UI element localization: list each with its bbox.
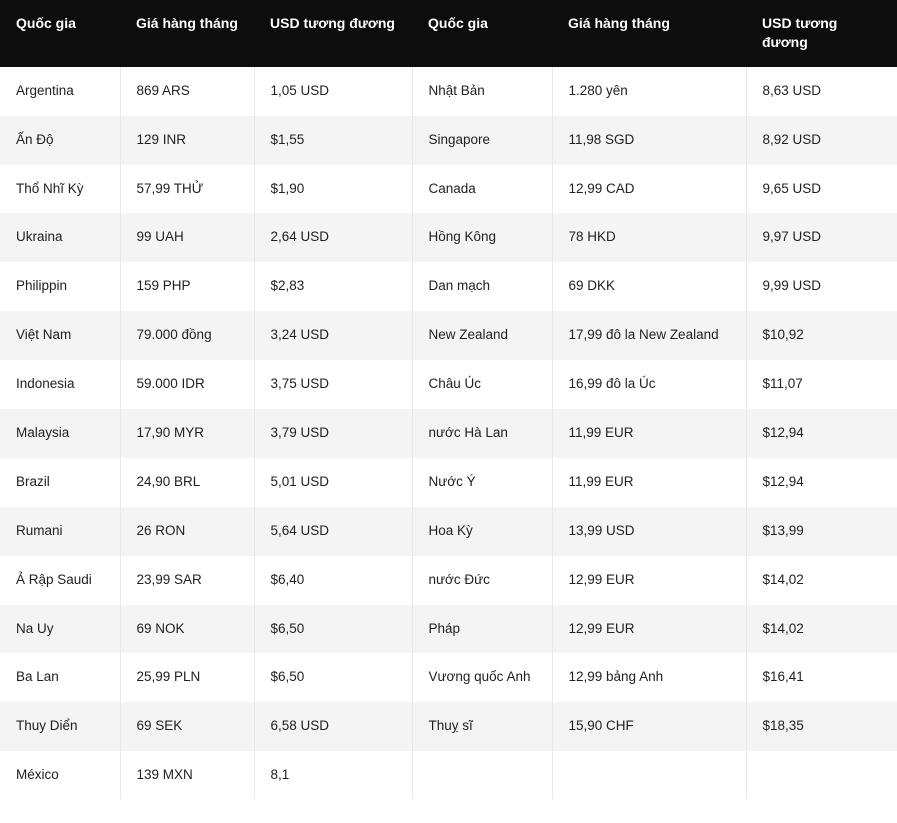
cell-usd-left: 5,01 USD [254, 458, 412, 507]
cell-price-right: 16,99 đô la Úc [552, 360, 746, 409]
table-row [0, 116, 897, 165]
cell-price-left: 869 ARS [120, 67, 254, 116]
column-header-country-left: Quốc gia [0, 0, 120, 67]
cell-price-left: 79.000 đồng [120, 311, 254, 360]
cell-usd-right: $13,99 [746, 507, 897, 556]
cell-price-right: 1.280 yên [552, 67, 746, 116]
cell-country-left: Argentina [0, 67, 120, 116]
cell-country-right: Châu Úc [412, 360, 552, 409]
cell-usd-left: 3,79 USD [254, 409, 412, 458]
cell-country-right: Thuỵ sĩ [412, 702, 552, 751]
cell-country-right: nước Đức [412, 556, 552, 605]
cell-country-left: Thổ Nhĩ Kỳ [0, 165, 120, 214]
cell-country-left: Thuy Diển [0, 702, 120, 751]
cell-country-left: Việt Nam [0, 311, 120, 360]
cell-usd-right: 9,65 USD [746, 165, 897, 214]
cell-country-right: Hoa Kỳ [412, 507, 552, 556]
cell-price-right: 78 HKD [552, 213, 746, 262]
cell-price-right: 11,99 EUR [552, 458, 746, 507]
cell-price-left: 129 INR [120, 116, 254, 165]
cell-price-left: 17,90 MYR [120, 409, 254, 458]
cell-usd-right: $12,94 [746, 458, 897, 507]
cell-country-left: Na Uy [0, 605, 120, 654]
cell-country-left: Ả Rập Saudi [0, 556, 120, 605]
table-row [0, 556, 897, 605]
cell-price-left: 57,99 THỬ [120, 165, 254, 214]
cell-price-left: 159 PHP [120, 262, 254, 311]
cell-usd-left: $2,83 [254, 262, 412, 311]
cell-price-right: 12,99 EUR [552, 605, 746, 654]
cell-price-left: 99 UAH [120, 213, 254, 262]
cell-usd-left: $6,50 [254, 605, 412, 654]
cell-usd-right: $10,92 [746, 311, 897, 360]
table-row [0, 311, 897, 360]
table-row [0, 213, 897, 262]
cell-price-left: 59.000 IDR [120, 360, 254, 409]
cell-usd-right: $18,35 [746, 702, 897, 751]
cell-price-right: 11,99 EUR [552, 409, 746, 458]
cell-usd-left: $6,50 [254, 653, 412, 702]
cell-usd-right: $16,41 [746, 653, 897, 702]
cell-country-right: Singapore [412, 116, 552, 165]
cell-price-right: 17,99 đô la New Zealand [552, 311, 746, 360]
cell-country-left: México [0, 751, 120, 799]
cell-usd-right: 8,92 USD [746, 116, 897, 165]
cell-country-right: Dan mạch [412, 262, 552, 311]
cell-country-left: Ba Lan [0, 653, 120, 702]
cell-country-right: Nước Ý [412, 458, 552, 507]
cell-usd-right: 9,99 USD [746, 262, 897, 311]
column-header-usd-equivalent-right: USD tương đương [746, 0, 897, 67]
cell-country-right: Nhật Bản [412, 67, 552, 116]
cell-usd-left: 8,1 [254, 751, 412, 799]
cell-usd-right: $12,94 [746, 409, 897, 458]
column-header-country-right: Quốc gia [412, 0, 552, 67]
cell-usd-left: $6,40 [254, 556, 412, 605]
cell-country-left: Brazil [0, 458, 120, 507]
cell-country-left: Rumani [0, 507, 120, 556]
cell-usd-left: 6,58 USD [254, 702, 412, 751]
cell-price-right: 15,90 CHF [552, 702, 746, 751]
cell-price-left: 139 MXN [120, 751, 254, 799]
cell-price-left: 23,99 SAR [120, 556, 254, 605]
table-header-row [0, 0, 897, 67]
cell-price-right [552, 751, 746, 799]
table-row [0, 751, 897, 799]
cell-country-right [412, 751, 552, 799]
table-row [0, 262, 897, 311]
cell-price-left: 69 NOK [120, 605, 254, 654]
cell-usd-right: $14,02 [746, 605, 897, 654]
cell-price-right: 12,99 bảng Anh [552, 653, 746, 702]
cell-usd-left: 5,64 USD [254, 507, 412, 556]
cell-country-left: Indonesia [0, 360, 120, 409]
cell-price-right: 13,99 USD [552, 507, 746, 556]
column-header-usd-equivalent-left: USD tương đương [254, 0, 412, 67]
table-row [0, 409, 897, 458]
table-row [0, 165, 897, 214]
cell-price-right: 12,99 CAD [552, 165, 746, 214]
cell-usd-left: 2,64 USD [254, 213, 412, 262]
table-row [0, 702, 897, 751]
table-header [0, 0, 897, 67]
table-body [0, 67, 897, 799]
cell-price-right: 11,98 SGD [552, 116, 746, 165]
cell-usd-left: 1,05 USD [254, 67, 412, 116]
table-row [0, 653, 897, 702]
cell-country-left: Ấn Độ [0, 116, 120, 165]
cell-usd-left: $1,55 [254, 116, 412, 165]
cell-price-left: 69 SEK [120, 702, 254, 751]
cell-price-right: 12,99 EUR [552, 556, 746, 605]
cell-usd-right: 8,63 USD [746, 67, 897, 116]
cell-country-right: Canada [412, 165, 552, 214]
column-header-monthly-price-right: Giá hàng tháng [552, 0, 746, 67]
cell-usd-left: 3,24 USD [254, 311, 412, 360]
cell-country-right: nước Hà Lan [412, 409, 552, 458]
cell-price-right: 69 DKK [552, 262, 746, 311]
cell-usd-right: $14,02 [746, 556, 897, 605]
table-row [0, 360, 897, 409]
table-row [0, 507, 897, 556]
table-row [0, 458, 897, 507]
cell-usd-right [746, 751, 897, 799]
column-header-monthly-price-left: Giá hàng tháng [120, 0, 254, 67]
cell-price-left: 26 RON [120, 507, 254, 556]
cell-country-left: Malaysia [0, 409, 120, 458]
cell-country-right: Vương quốc Anh [412, 653, 552, 702]
cell-country-right: New Zealand [412, 311, 552, 360]
cell-country-right: Hồng Kông [412, 213, 552, 262]
cell-usd-left: $1,90 [254, 165, 412, 214]
cell-usd-right: $11,07 [746, 360, 897, 409]
table-row [0, 605, 897, 654]
cell-price-left: 25,99 PLN [120, 653, 254, 702]
cell-usd-right: 9,97 USD [746, 213, 897, 262]
cell-country-left: Ukraina [0, 213, 120, 262]
cell-country-right: Pháp [412, 605, 552, 654]
cell-country-left: Philippin [0, 262, 120, 311]
cell-price-left: 24,90 BRL [120, 458, 254, 507]
cell-usd-left: 3,75 USD [254, 360, 412, 409]
table-row [0, 67, 897, 116]
